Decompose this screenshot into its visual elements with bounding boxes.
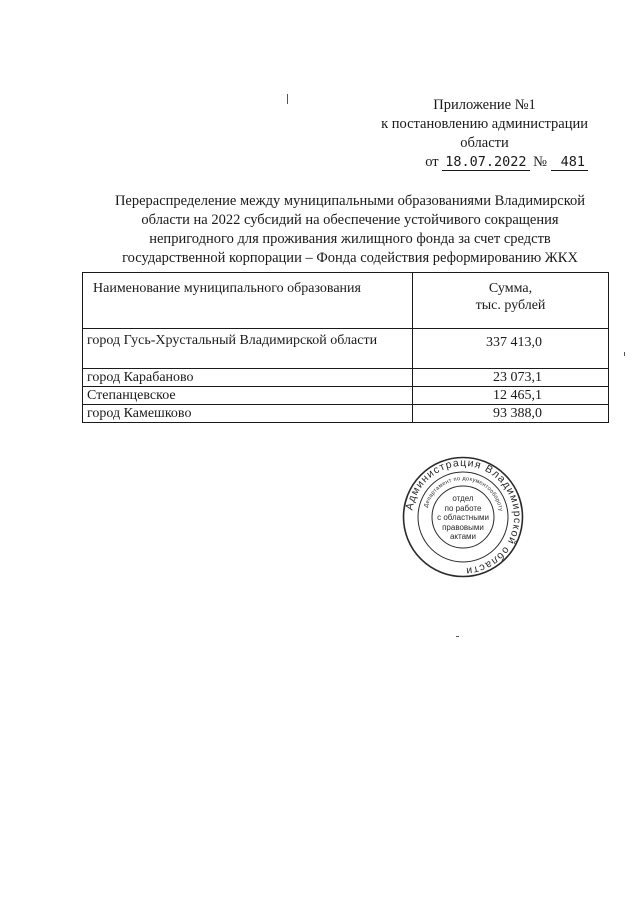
row-sum: 93 388,0: [413, 405, 609, 423]
stamp-center-line: с областными: [437, 513, 489, 523]
stamp-center-text: [437, 494, 489, 542]
col-sum-header-line2: тыс. рублей: [475, 298, 546, 313]
col-sum-header: [413, 273, 609, 329]
row-name: город Гусь-Хрустальный Владимирской области: [83, 329, 413, 369]
row-sum: 12 465,1: [413, 387, 609, 405]
stamp-center: [402, 456, 524, 578]
official-stamp: [402, 456, 524, 578]
row-sum: 23 073,1: [413, 369, 609, 387]
number-value: 481: [551, 154, 588, 171]
col-sum-header-line1: Сумма,: [488, 281, 533, 296]
table-row: [83, 387, 609, 405]
date-value: 18.07.2022: [442, 154, 529, 171]
document-title: Перераспределение между муниципальными образованиями Владимирской области на 2022 субсидий на обеспечение устойчивого сокращения непригодного для проживания жилищного фонда за счет средств государственной корпорации – Фонда содействия реформированию ЖКХ: [114, 193, 586, 266]
number-prefix: №: [533, 154, 547, 170]
stamp-inner-text: Департамент по документообороту: [423, 475, 504, 512]
stamp-center-line: отдел: [452, 494, 474, 504]
table-header-row: [83, 273, 609, 329]
stamp-outer-text: Администрация Владимирской области: [403, 456, 524, 578]
stamp-center-line: по работе: [444, 503, 482, 513]
row-name: Степанцевское: [83, 387, 413, 405]
appendix-to: к постановлению администрации: [381, 116, 588, 132]
row-name: город Карабаново: [83, 369, 413, 387]
table-row: [83, 369, 609, 387]
appendix-region: области: [460, 135, 509, 151]
appendix-header: [381, 96, 588, 172]
appendix-title: Приложение №1: [433, 97, 536, 113]
subsidy-table: [82, 272, 609, 423]
stamp-center-line: правовыми: [442, 522, 484, 532]
table-row: [83, 329, 609, 369]
col-name-header: Наименование муниципального образования: [83, 273, 413, 329]
scan-speck: [287, 94, 288, 104]
date-prefix: от: [425, 154, 439, 170]
row-sum: 337 413,0: [413, 329, 609, 369]
scan-speck: [456, 636, 459, 637]
row-name: город Камешково: [83, 405, 413, 423]
table-row: [83, 405, 609, 423]
scan-speck: [624, 352, 625, 356]
stamp-center-line: актами: [449, 532, 477, 542]
appendix-date-line: [381, 153, 588, 172]
